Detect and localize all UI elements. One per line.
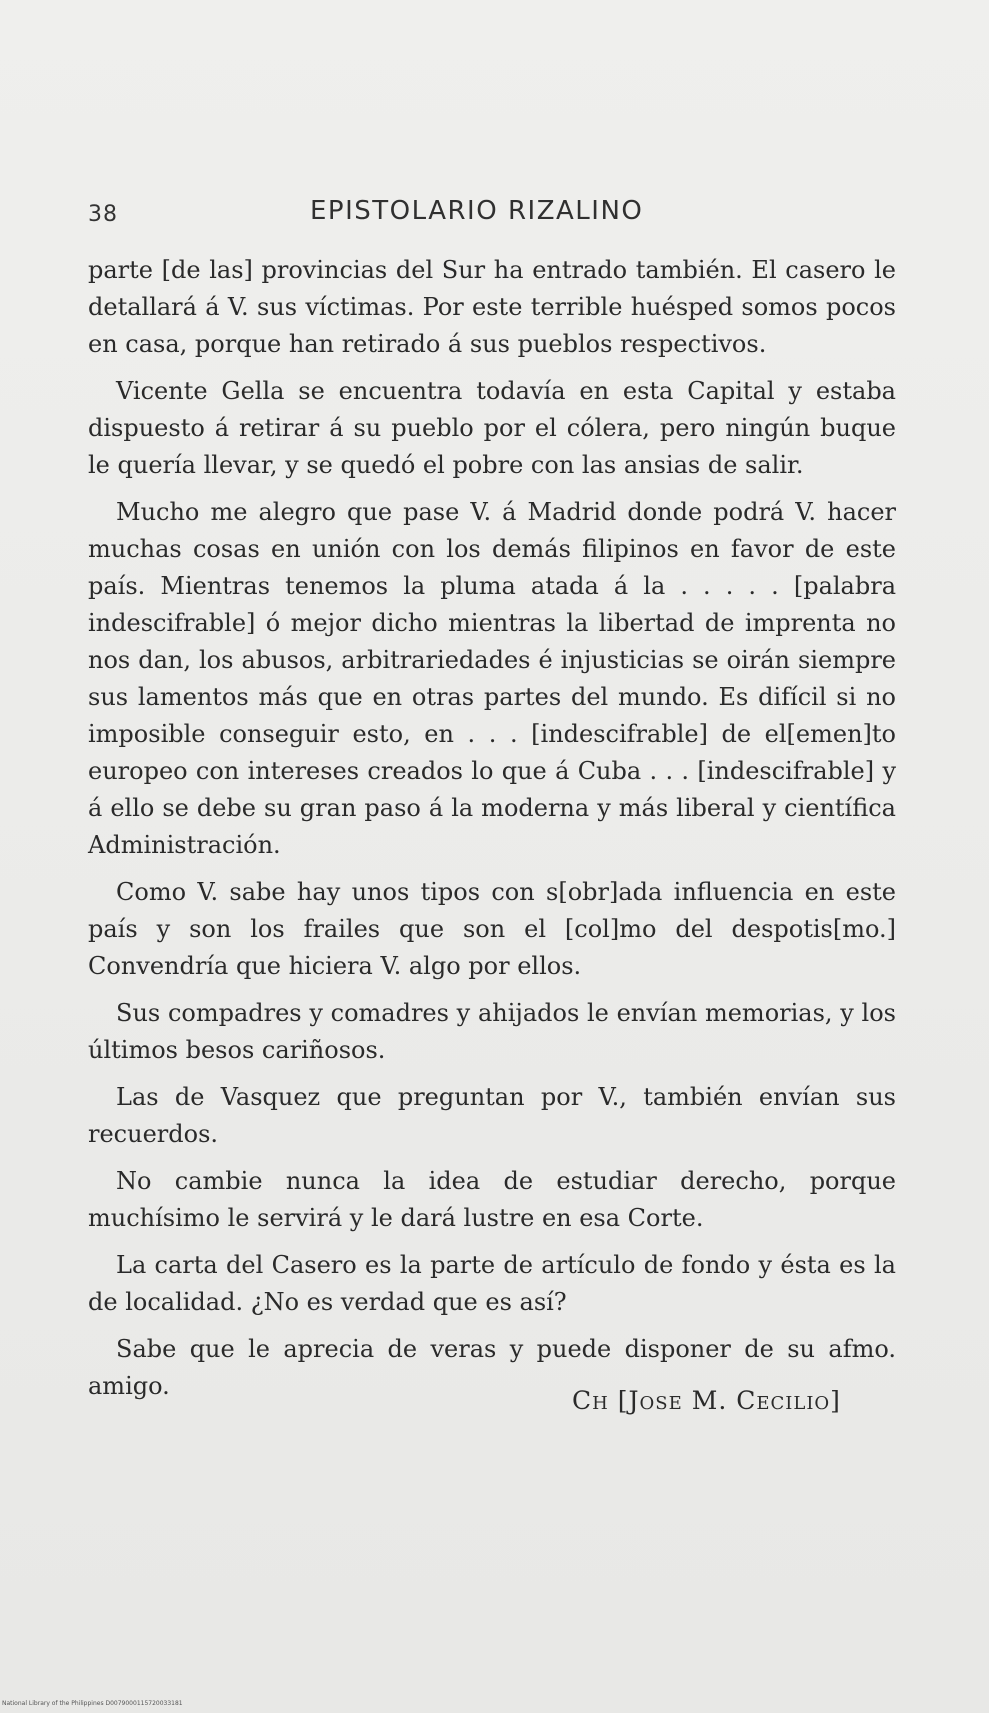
page-header [88,196,698,236]
paragraph-1: parte [de las] provincias del Sur ha entrado también. El casero le detallará á V. sus víctimas. Por este terrible huésped somos pocos en casa, porque han retirado á sus pueblos respectivos. [88,256,896,358]
page-number: 38 [88,202,118,227]
paragraph-5: Sus compadres y comadres y ahijados le envían memorias, y los últimos besos cariñosos. [88,999,896,1064]
signature: Ch [Jose M. Cecilio] [572,1386,841,1415]
running-title: EPISTOLARIO RIZALINO [310,196,644,226]
paragraph-9: Sabe que le aprecia de veras y puede disponer de su afmo. amigo. [88,1335,896,1400]
paragraph-2: Vicente Gella se encuentra todavía en esta Capital y estaba dispuesto á retirar á su pueblo por el cólera, pero ningún buque le quería llevar, y se quedó el pobre con las ansias de salir. [88,377,896,479]
paragraph-7: No cambie nunca la idea de estudiar derecho, porque muchísimo le servirá y le dará lustre en esa Corte. [88,1167,896,1232]
paragraph-6: Las de Vasquez que preguntan por V., también envían sus recuerdos. [88,1083,896,1148]
paragraph-4: Como V. sabe hay unos tipos con s[obr]ada influencia en este país y son los frailes que son el [col]mo del despotis[mo.] Convendría que hiciera V. algo por ellos. [88,878,896,980]
letter-body [88,252,896,1415]
paragraph-8: La carta del Casero es la parte de artículo de fondo y ésta es la de localidad. ¿No es verdad que es así? [88,1251,896,1316]
paragraph-3: Mucho me alegro que pase V. á Madrid donde podrá V. hacer muchas cosas en unión con los demás filipinos en favor de este país. Mientras tenemos la pluma atada á la . . . . . [palabra indescifrable] ó mejor dicho mientras la libertad de imprenta no nos dan, los abusos, arbitrariedades é injusticias se oirán siempre sus lamentos más que en otras partes del mundo. Es difícil si no imposible conseguir esto, en . . . [indescifrable] de el[emen]to europeo con intereses creados lo que á Cuba . . . [indescifrable] y á ello se debe su gran paso á la moderna y más liberal y científica Administración. [88,498,896,859]
archive-footer-note: National Library of the Philippines D0079000115720033181 [2,1700,183,1707]
